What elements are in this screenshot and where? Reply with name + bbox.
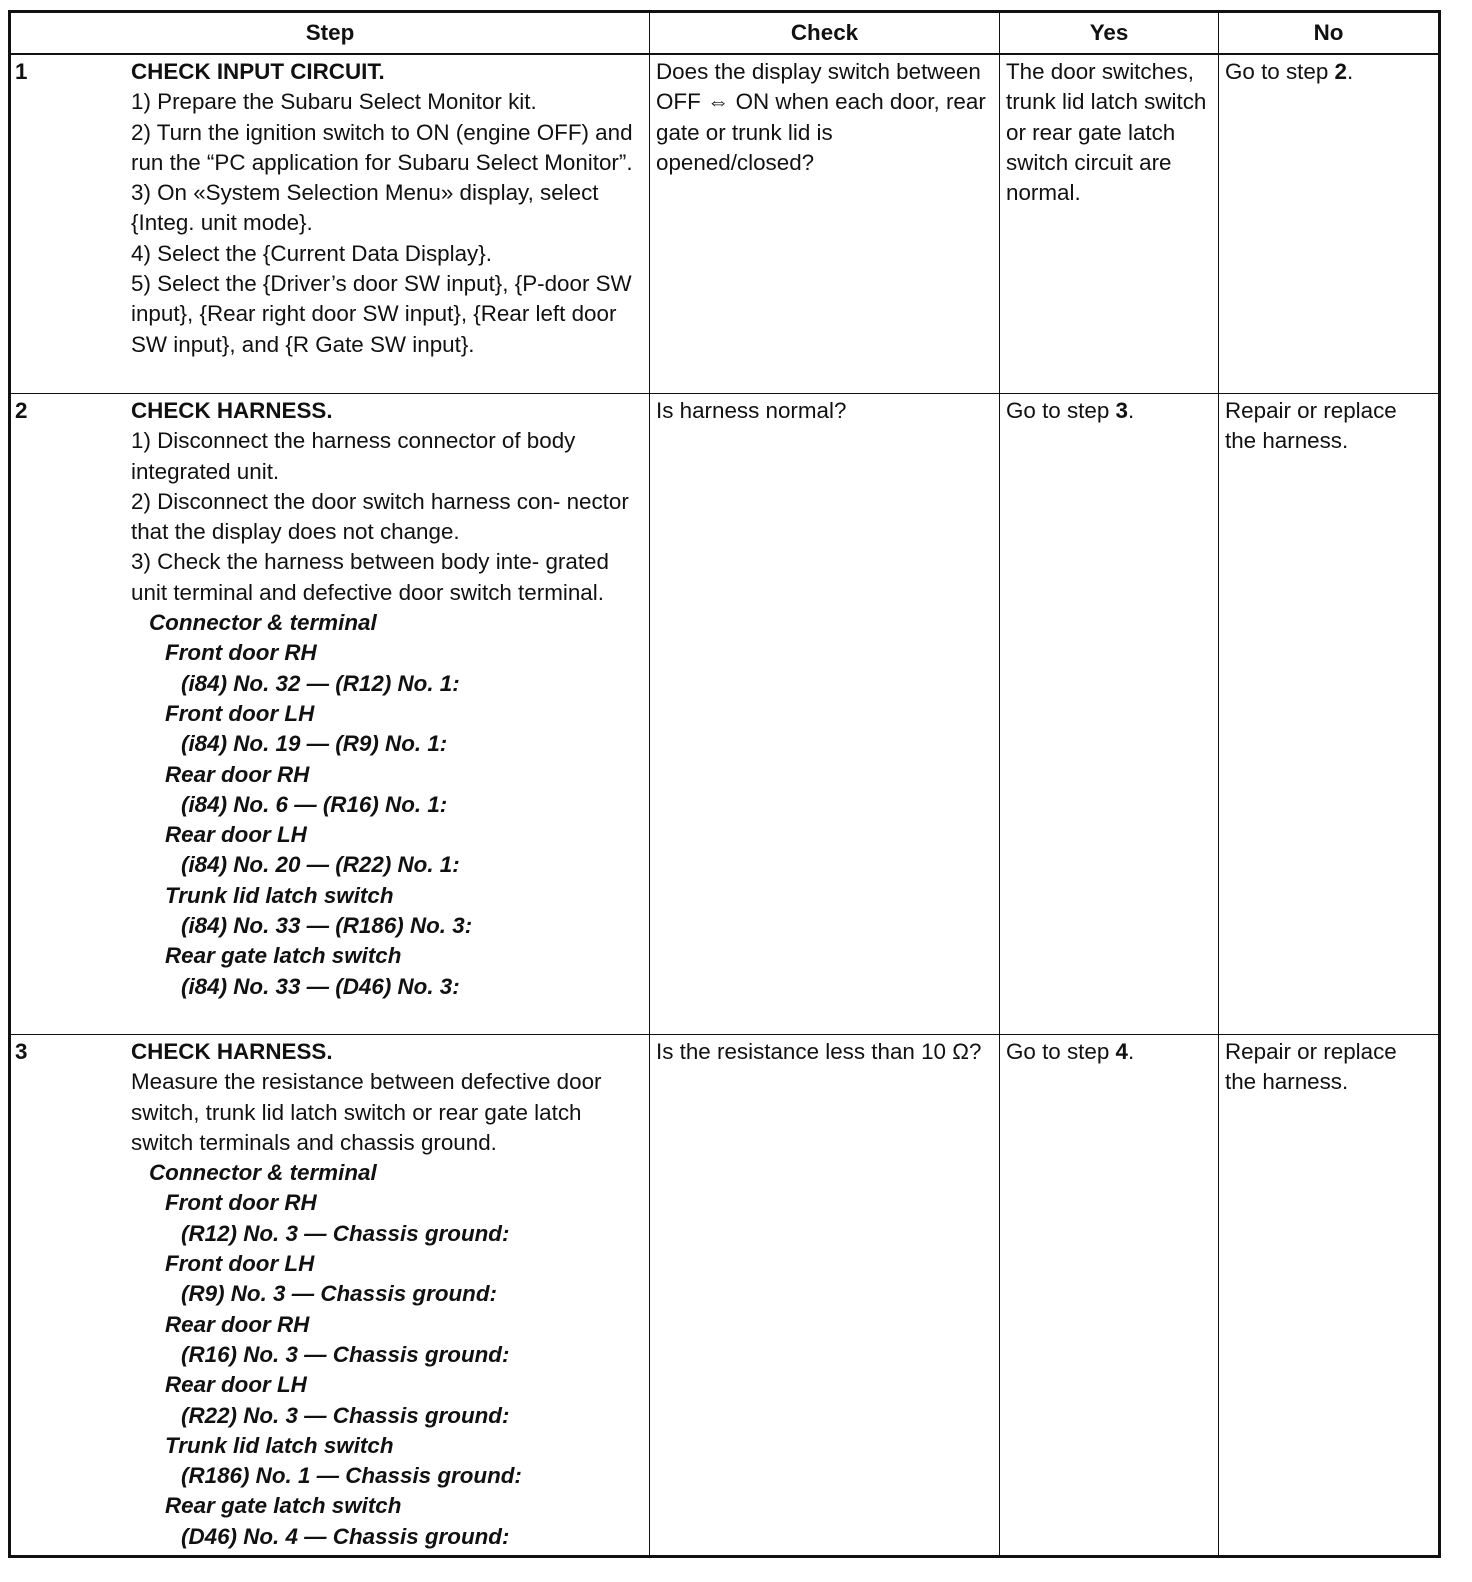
- header-row: [10, 12, 1440, 55]
- connector-value: (i84) No. 19 — (R9) No. 1:: [181, 731, 448, 757]
- yes-suffix: .: [1127, 398, 1135, 423]
- table-row-step-3: [10, 1035, 1440, 1557]
- connector-heading: Connector & terminal: [149, 610, 377, 636]
- check-cell: Is harness normal?: [650, 394, 1000, 1035]
- step-instruction: 2) Turn the ignition switch to ON (engine OFF) and run the “PC application for Subaru Select Monitor”.: [131, 119, 633, 175]
- connector-value: (i84) No. 20 — (R22) No. 1:: [181, 852, 460, 878]
- yes-cell: The door switches, trunk lid latch switch or rear gate latch switch circuit are normal.: [1000, 54, 1219, 394]
- step-cell: [10, 54, 650, 394]
- step-title: CHECK HARNESS.: [131, 398, 333, 423]
- step-instruction: 4) Select the {Current Data Display}.: [131, 240, 492, 266]
- yes-cell: [1000, 394, 1219, 1035]
- yes-text: Go to step: [1006, 398, 1116, 423]
- table-row-step-1: [10, 54, 1440, 394]
- check-cell: Does the display switch between OFF ⇔ ON when each door, rear gate or trunk lid is opened/closed?: [650, 54, 1000, 394]
- connector-value: (R22) No. 3 — Chassis ground:: [181, 1402, 510, 1428]
- header-no: No: [1219, 12, 1440, 55]
- connector-value: (R12) No. 3 — Chassis ground:: [181, 1220, 510, 1246]
- no-cell: Repair or replace the harness.: [1219, 394, 1440, 1035]
- connector-value: (i84) No. 6 — (R16) No. 1:: [181, 791, 448, 817]
- connector-label: Front door LH: [165, 700, 315, 726]
- connector-label: Front door RH: [165, 1190, 317, 1216]
- diagnostic-table: [8, 10, 1441, 1558]
- connector-value: (i84) No. 32 — (R12) No. 1:: [181, 670, 460, 696]
- step-instruction: 3) On «System Selection Menu» display, select {Integ. unit mode}.: [131, 180, 599, 236]
- header-step: Step: [10, 12, 650, 55]
- step-instruction: 1) Disconnect the harness connector of body integrated unit.: [131, 428, 576, 484]
- no-step-ref: 2: [1334, 59, 1347, 84]
- yes-suffix: .: [1127, 1039, 1135, 1064]
- connector-label: Rear door LH: [165, 822, 307, 848]
- step-cell: [10, 1035, 650, 1557]
- connector-label: Rear door LH: [165, 1372, 307, 1398]
- connector-label: Trunk lid latch switch: [165, 1432, 394, 1458]
- connector-label: Trunk lid latch switch: [165, 882, 394, 908]
- step-cell: [10, 394, 650, 1035]
- yes-step-ref: 4: [1115, 1039, 1128, 1064]
- connector-value: (R186) No. 1 — Chassis ground:: [181, 1463, 522, 1489]
- no-text: Go to step: [1225, 59, 1335, 84]
- connector-label: Front door RH: [165, 640, 317, 666]
- step-instruction: 1) Prepare the Subaru Select Monitor kit.: [131, 89, 537, 115]
- connector-value: (i84) No. 33 — (D46) No. 3:: [181, 973, 460, 999]
- connector-label: Rear gate latch switch: [165, 1493, 402, 1519]
- step-title: CHECK HARNESS.: [131, 1039, 333, 1064]
- step-number: 3: [15, 1039, 28, 1064]
- connector-value: (i84) No. 33 — (R186) No. 3:: [181, 913, 473, 939]
- connector-value: (D46) No. 4 — Chassis ground:: [181, 1523, 510, 1549]
- step-title: CHECK INPUT CIRCUIT.: [131, 59, 385, 84]
- connector-label: Rear door RH: [165, 761, 310, 787]
- step-instruction: 5) Select the {Driver’s door SW input}, {P-door SW input}, {Rear right door SW input}, {Rear left door SW input}, and {R Gate SW input}.: [131, 271, 632, 357]
- connector-heading: Connector & terminal: [149, 1160, 377, 1186]
- yes-cell: [1000, 1035, 1219, 1557]
- step-number: 1: [15, 59, 28, 84]
- step-instruction: 3) Check the harness between body inte- grated unit terminal and defective door switch terminal.: [131, 549, 609, 605]
- connector-label: Rear gate latch switch: [165, 943, 402, 969]
- connector-label: Front door LH: [165, 1251, 315, 1277]
- connector-label: Rear door RH: [165, 1311, 310, 1337]
- check-cell: Is the resistance less than 10 Ω?: [650, 1035, 1000, 1557]
- yes-step-ref: 3: [1115, 398, 1128, 423]
- connector-value: (R9) No. 3 — Chassis ground:: [181, 1281, 497, 1307]
- no-suffix: .: [1346, 59, 1354, 84]
- step-number: 2: [15, 398, 28, 423]
- table-row-step-2: [10, 394, 1440, 1035]
- connector-value: (R16) No. 3 — Chassis ground:: [181, 1341, 510, 1367]
- header-check: Check: [650, 12, 1000, 55]
- header-yes: Yes: [1000, 12, 1219, 55]
- yes-text: Go to step: [1006, 1039, 1116, 1064]
- step-instruction: 2) Disconnect the door switch harness con- nector that the display does not change.: [131, 488, 629, 545]
- step-instruction: Measure the resistance between defective door switch, trunk lid latch switch or rear gate latch switch terminals and chassis ground.: [131, 1069, 602, 1155]
- no-cell: [1219, 54, 1440, 394]
- no-cell: Repair or replace the harness.: [1219, 1035, 1440, 1557]
